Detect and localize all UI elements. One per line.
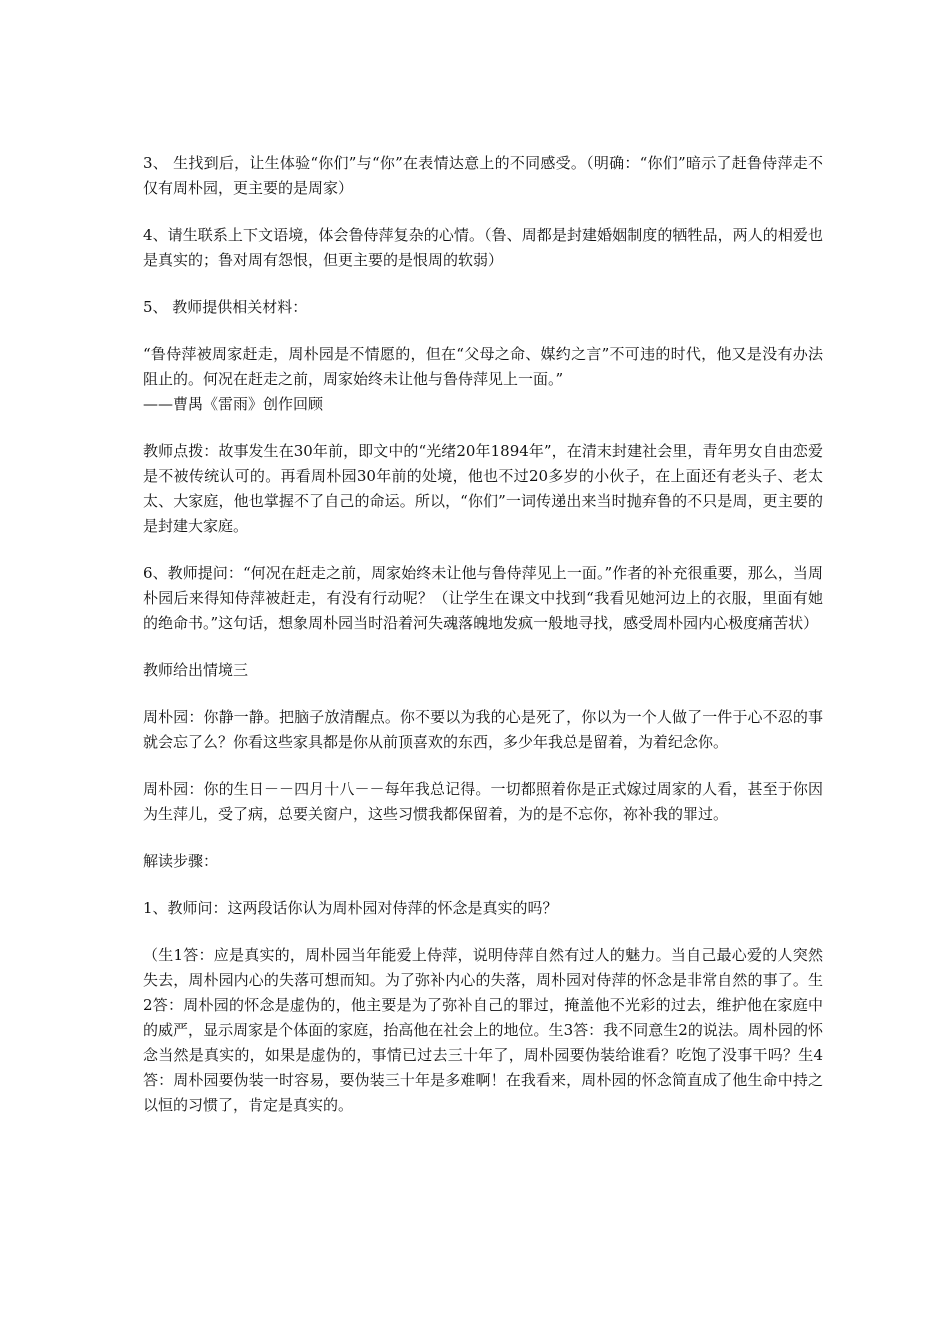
dialogue-paragraph-2: 周朴园：你的生日－－四月十八－－每年我总记得。一切都照着你是正式嫁过周家的人看，甚至于你因为生萍儿，受了病，总要关窗户，这些习惯我都保留着，为的是不忘你，祢补我的罪过。 bbox=[143, 780, 823, 823]
student-answers-paragraph: （生1答：应是真实的，周朴园当年能爱上侍萍，说明侍萍自然有过人的魅力。当自己最心爱的人突然失去，周朴园内心的失落可想而知。为了弥补内心的失落，周朴园对侍萍的怀念是非常自然的事了。生2答：周朴园的怀念是虚伪的，他主要是为了弥补自己的罪过，掩盖他不光彩的过去，维护他在家庭中的威严，显示周家是个体面的家庭，抬高他在社会上的地位。生3答：我不同意生2的说法。周朴园的怀念当然是真实的，如果是虚伪的，事情已过去三十年了，周朴园要伪装给谁看？吃饱了没事干吗？生4答：周朴园要伪装一时容易，要伪装三十年是多难啊！在我看来，周朴园的怀念简直成了他生命中持之以恒的习惯了，肯定是真实的。 bbox=[143, 946, 823, 1114]
scene-heading: 教师给出情境三 bbox=[143, 661, 249, 679]
question-1: 1、教师问：这两段话你认为周朴园对侍萍的怀念是真实的吗？ bbox=[143, 899, 558, 917]
quote-paragraph: “鲁侍萍被周家赶走，周朴园是不情愿的，但在“父母之命、媒约之言”不可违的时代，他又是没有办法阻止的。何况在赶走之前，周家始终未让他与鲁侍萍见上一面。” bbox=[143, 345, 823, 388]
dialogue-paragraph-1: 周朴园：你静一静。把脑子放清醒点。你不要以为我的心是死了，你以为一个人做了一件于心不忍的事就会忘了么？你看这些家具都是你从前顶喜欢的东西，多少年我总是留着，为着纪念你。 bbox=[143, 708, 823, 751]
quote-source: ——曹禺《雷雨》创作回顾 bbox=[143, 395, 324, 413]
paragraph-step-5: 5、 教师提供相关材料： bbox=[143, 298, 308, 316]
paragraph-step-6: 6、教师提问：“何况在赶走之前，周家始终未让他与鲁侍萍见上一面。”作者的补充很重要，那么，当周朴园后来得知侍萍被赶走，有没有行动呢？（让学生在课文中找到“我看见她河边上的衣服，里面有她的绝命书。”这句话，想象周朴园当时沿着河失魂落魄地发疯一般地寻找，感受周朴园内心极度痛苦状） bbox=[143, 564, 823, 632]
document-page bbox=[143, 151, 823, 1140]
paragraph-step-4: 4、请生联系上下文语境，体会鲁侍萍复杂的心情。（鲁、周都是封建婚姻制度的牺牲品，两人的相爱也是真实的；鲁对周有怨恨，但更主要的是恨周的软弱） bbox=[143, 226, 823, 269]
steps-heading: 解读步骤： bbox=[143, 852, 219, 870]
paragraph-step-3: 3、 生找到后，让生体验“你们”与“你”在表情达意上的不同感受。（明确：“你们”暗示了赶鲁侍萍走不仅有周朴园，更主要的是周家） bbox=[143, 154, 823, 197]
teacher-hint-paragraph: 教师点拨：故事发生在30年前，即文中的“光绪20年1894年”，在清末封建社会里，青年男女自由恋爱是不被传统认可的。再看周朴园30年前的处境，他也不过20多岁的小伙子，在上面还有老头子、老太太、大家庭，他也掌握不了自己的命运。所以，“你们”一词传递出来当时抛弃鲁的不只是周，更主要的是封建大家庭。 bbox=[143, 442, 823, 535]
